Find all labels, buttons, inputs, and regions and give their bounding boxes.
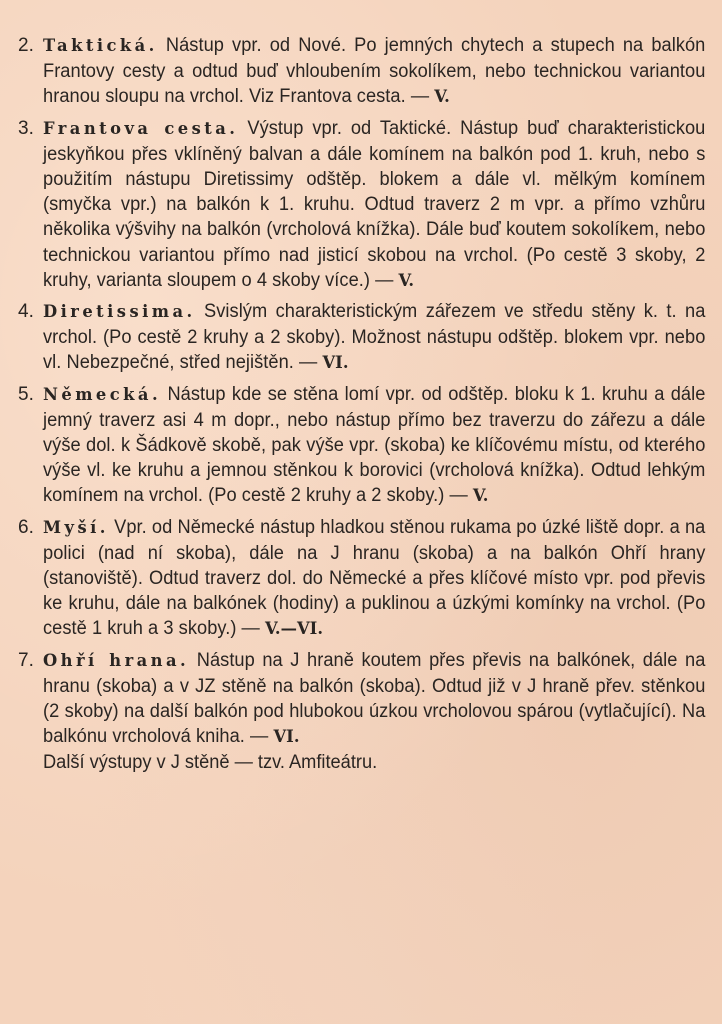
route-description: Svislým charakteristickým zářezem ve středu stěny k. t. na vrchol. (Po cestě 2 kruhy a 2 skoby). Možnost nástupu odštěp. blokem vpr. nebo vl. Nebezpečné, střed nejištěn. — <box>43 301 706 374</box>
route-name: Taktická. <box>43 36 158 56</box>
route-text <box>43 116 705 294</box>
route-description: Vpr. od Německé nástup hladkou stěnou rukama po úzké liště dopr. a na polici (nad ní skoba), dále na J hranu (skoba) a na balkón Ohří hrany (stanoviště). Odtud traverz dol. do Německé a přes klíčové místo vpr. pod převis ke kruhu, dále na balkónek (hodiny) a puklinou a úzkými komínky na vrchol. (Po cestě 1 kruh a 3 skoby.) — <box>43 516 706 640</box>
footer-note: Další výstupy v J stěně — tzv. Amfiteátru. <box>43 752 378 774</box>
route-entry-německá <box>18 382 706 510</box>
route-name: Frantova cesta. <box>43 118 239 139</box>
route-text <box>43 648 705 751</box>
route-name: Německá. <box>43 384 162 405</box>
route-grade: V.—VI. <box>264 619 324 640</box>
route-entry-ohří-hrana <box>18 648 706 776</box>
route-number: 4. <box>18 301 34 323</box>
route-number: 6. <box>18 516 34 538</box>
route-entry-taktická <box>18 33 706 111</box>
route-description: Nástup kde se stěna lomí vpr. od odštěp. bloku k 1. kruhu a dále jemný traverz asi 4 m dopr., nebo nástup přímo bez traverzu do zářezu a dále výše dol. k Šádkově skobě, pak výše vpr. (skoba) ke klíčovému místu, od kterého výše vl. ke kruhu a jemnou stěnkou k borovici (vrcholová knížka). Odtud lehkým komínem na vrchol. (Po cestě 2 kruhy a 2 skoby.) — <box>43 383 706 507</box>
route-description: Nástup vpr. od Nové. Po jemných chytech a stupech na balkón Frantovy cesty a odtud buď vhloubením sokolíkem, nebo technickou variantou hranou sloupu na vrchol. Viz Frantova cesta. — <box>43 35 706 108</box>
route-name: Diretissima. <box>43 302 196 323</box>
route-number: 2. <box>18 35 34 56</box>
route-name: Myší. <box>43 517 109 538</box>
route-name: Ohří hrana. <box>43 650 190 671</box>
route-grade: VI. <box>273 727 300 748</box>
route-entry-diretissima <box>18 299 706 377</box>
route-grade: VI. <box>322 353 349 374</box>
route-grade: V. <box>434 87 450 108</box>
route-number: 7. <box>18 649 34 671</box>
route-grade: V. <box>398 270 415 291</box>
route-entry-frantova-cesta <box>18 116 706 294</box>
route-entry-myší <box>18 515 706 643</box>
route-text <box>43 299 705 377</box>
route-grade: V. <box>472 486 489 507</box>
route-list <box>18 33 706 781</box>
route-number: 5. <box>18 383 34 405</box>
route-text <box>43 382 705 510</box>
route-text <box>43 33 705 111</box>
route-number: 3. <box>18 117 34 139</box>
route-text <box>43 515 705 643</box>
route-description: Výstup vpr. od Taktické. Nástup buď charakteristickou jeskyňkou přes vklíněný balvan a dále komínem na balkón pod 1. kruh, nebo s použitím nástupu Diretissimy odštěp. blokem a dále vl. mělkým komínem (smyčka vpr.) na balkón k 1. kruhu. Odtud traverz 2 m vpr. a přímo vzhůru několika výšvihy na balkón (vrcholová knížka). Dále buď koutem sokolíkem, nebo technickou variantou přímo nad jisticí skobou na vrchol. (Po cestě 3 skoby, 2 kruhy, varianta sloupem o 4 skoby více.) — <box>43 117 706 291</box>
route-description: Nástup na J hraně koutem přes převis na balkónek, dále na hranu (skoba) a v JZ stěně na balkón (skoba). Odtud již v J hraně přev. stěnkou (2 skoby) na další balkón pod hlubokou úzkou vrcholovou spárou (vytlačující). Na balkónu vrcholová kniha. — <box>43 649 706 748</box>
